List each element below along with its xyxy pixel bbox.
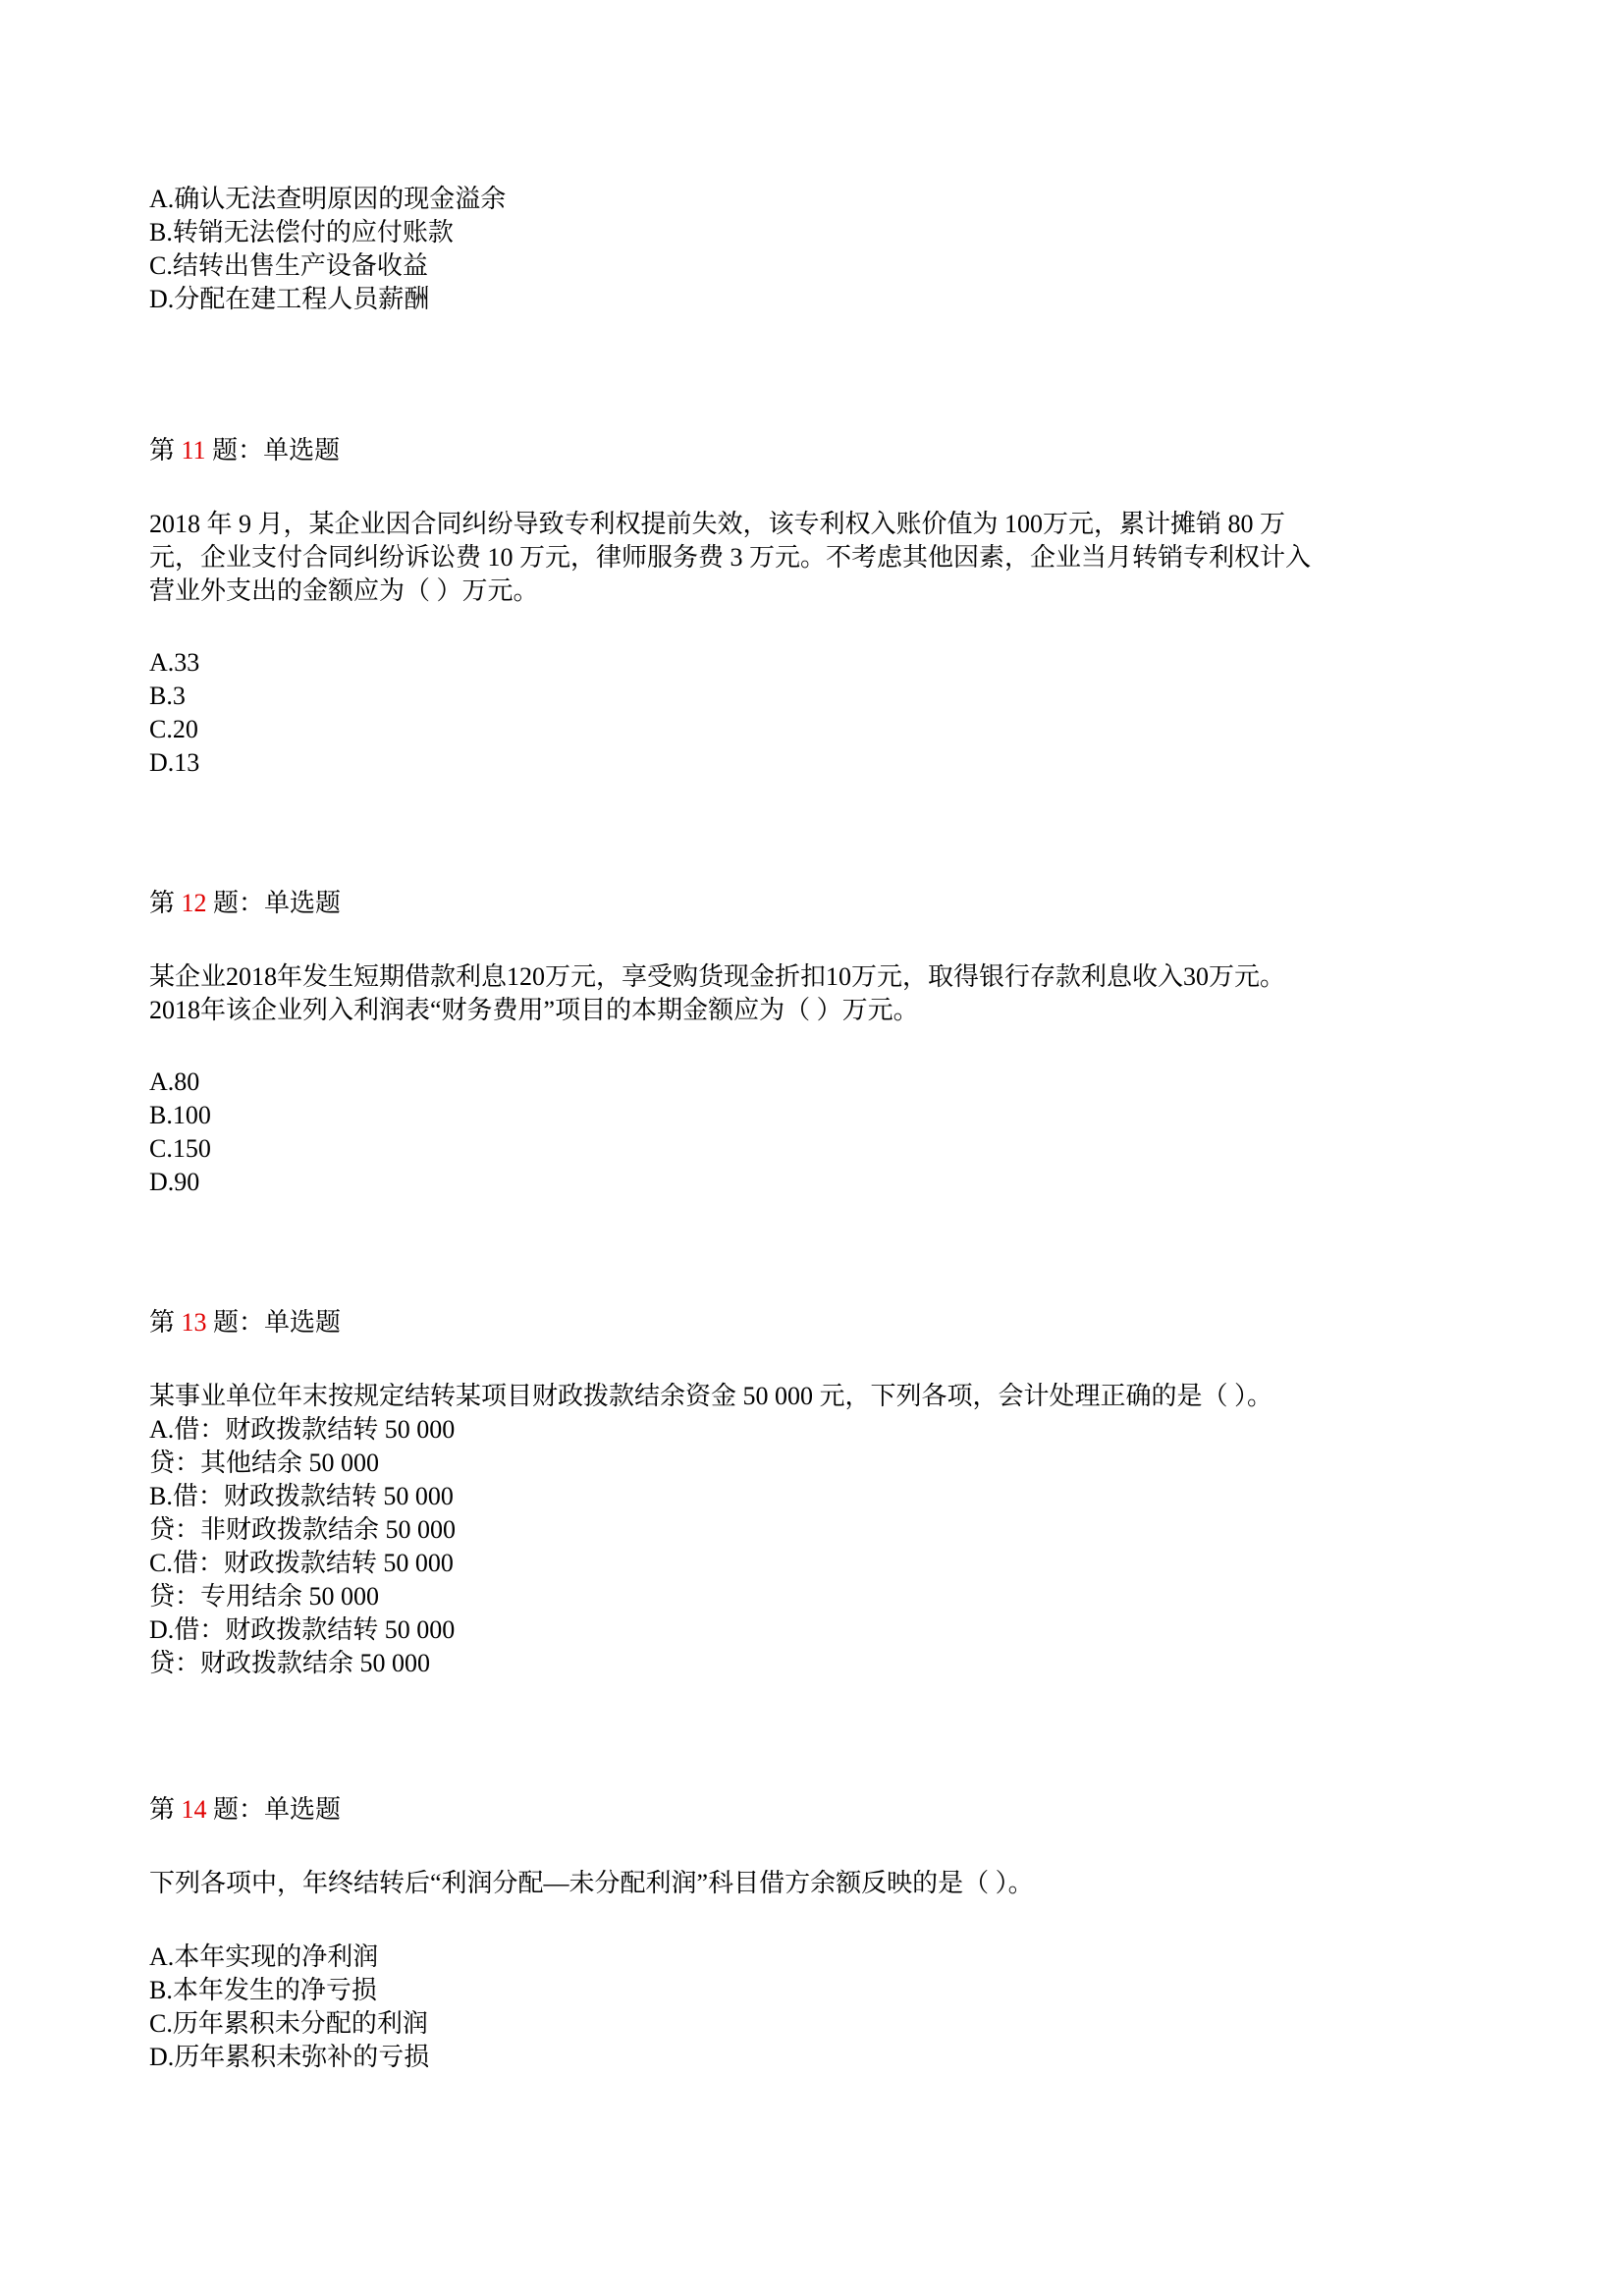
question-type: 题：单选题 <box>212 436 341 465</box>
question-12-header <box>149 887 1494 920</box>
stem-line: 某企业2018年发生短期借款利息120万元，享受购货现金折扣10万元，取得银行存款利息收入30万元。 <box>149 962 1286 991</box>
option-b-credit: 贷：非财政拨款结余 50 000 <box>149 1515 457 1544</box>
option-c-debit: C.借：财政拨款结转 50 000 <box>149 1549 454 1577</box>
stem-line: 2018 年 9 月，某企业因合同纠纷导致专利权提前失效，该专利权入账价值为 100万元，累计摊销 80 万 <box>149 510 1286 538</box>
option-b: B.本年发生的净亏损 <box>149 1976 377 2004</box>
option-d: D.13 <box>149 748 200 777</box>
option-c: C.结转出售生产设备收益 <box>149 251 428 280</box>
question-type: 题：单选题 <box>213 1308 342 1337</box>
option-a-debit: A.借：财政拨款结转 50 000 <box>149 1415 456 1444</box>
stem-line: 元，企业支付合同纠纷诉讼费 10 万元，律师服务费 3 万元。不考虑其他因素，企业当月转销专利权计入 <box>149 543 1312 572</box>
question-type: 题：单选题 <box>213 889 342 917</box>
option-b: B.转销无法偿付的应付账款 <box>149 218 454 246</box>
option-a: A.确认无法查明原因的现金溢余 <box>149 185 507 213</box>
option-d-debit: D.借：财政拨款结转 50 000 <box>149 1615 456 1644</box>
question-prefix: 第 <box>149 1308 176 1337</box>
option-c-credit: 贷：专用结余 50 000 <box>149 1582 380 1611</box>
option-a: A.33 <box>149 648 200 677</box>
stem-line: 某事业单位年末按规定结转某项目财政拨款结余资金 50 000 元，下列各项，会计处理正确的是（ ）。 <box>149 1382 1273 1410</box>
stem-line: 2018年该企业列入利润表“财务费用”项目的本期金额应为（ ）万元。 <box>149 996 919 1024</box>
question-11-stem <box>149 508 1494 608</box>
question-prefix: 第 <box>149 889 176 917</box>
question-prefix: 第 <box>149 436 176 465</box>
option-c: C.20 <box>149 715 198 743</box>
question-11-header <box>149 434 1494 467</box>
stem-line: 下列各项中，年终结转后“利润分配—未分配利润”科目借方余额反映的是（ ）。 <box>149 1869 1034 1897</box>
question-number: 14 <box>181 1795 207 1824</box>
option-a-credit: 贷：其他结余 50 000 <box>149 1449 380 1477</box>
prev-question-options <box>149 183 1494 316</box>
option-b-debit: B.借：财政拨款结转 50 000 <box>149 1482 454 1510</box>
question-13-header <box>149 1306 1494 1339</box>
option-d-credit: 贷：财政拨款结余 50 000 <box>149 1649 431 1677</box>
option-a: A.80 <box>149 1067 200 1096</box>
question-12-stem <box>149 960 1494 1027</box>
question-14-header <box>149 1793 1494 1827</box>
question-14-stem <box>149 1867 1494 1900</box>
question-type: 题：单选题 <box>213 1795 342 1824</box>
option-a: A.本年实现的净利润 <box>149 1942 379 1971</box>
question-13-options <box>149 1413 1494 1680</box>
option-d: D.分配在建工程人员薪酬 <box>149 285 430 313</box>
option-c: C.历年累积未分配的利润 <box>149 2009 428 2038</box>
option-d: D.90 <box>149 1168 200 1196</box>
question-12-options <box>149 1066 1494 1199</box>
option-b: B.3 <box>149 682 186 710</box>
question-11-options <box>149 646 1494 780</box>
question-14-options <box>149 1941 1494 2074</box>
option-d: D.历年累积未弥补的亏损 <box>149 2043 430 2071</box>
option-c: C.150 <box>149 1134 211 1163</box>
option-b: B.100 <box>149 1101 211 1129</box>
question-number: 12 <box>181 889 207 917</box>
question-13-stem <box>149 1380 1494 1413</box>
question-number: 11 <box>181 436 206 465</box>
question-number: 13 <box>181 1308 207 1337</box>
question-prefix: 第 <box>149 1795 176 1824</box>
stem-line: 营业外支出的金额应为（ ）万元。 <box>149 576 539 605</box>
